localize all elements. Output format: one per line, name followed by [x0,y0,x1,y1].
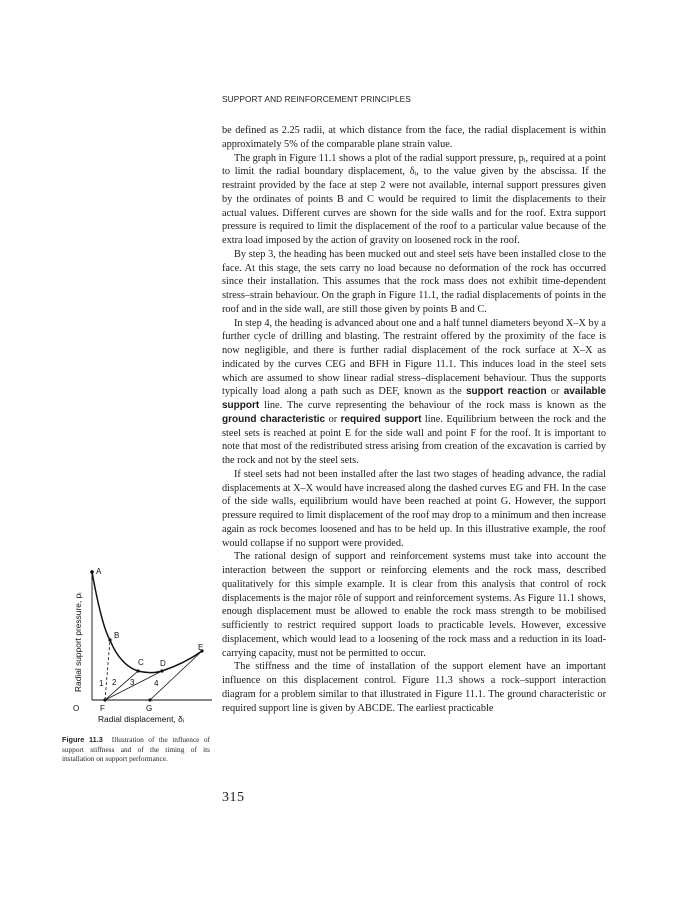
point-f-marker [103,698,106,701]
line-label-3: 3 [130,678,135,687]
paragraph: The graph in Figure 11.1 shows a plot of the radial support pressure, pᵢ, required at a point to limit the radial boundary displacement, δᵢ, to the value given by the abscissa. If the restraint provided by the face at step 2 were not available, internal support pressures given by the ordinates of points B and C would be required to limit the displacements to their actual values. Different curves are shown for the side walls and for the roof. Extra support pressure is required to limit the displacement of the roof to a particular value because of the extra load imposed by the action of gravity on loosened rock in the roof. [222,152,606,246]
point-g-marker [148,698,151,701]
x-axis-label: Radial displacement, δᵢ [98,714,185,724]
caption-text: Illustration of the influence of support stiffness and of the timing of its installation on support performance. [62,735,210,764]
point-c-marker [136,669,139,672]
paragraph: The rational design of support and reinforcement systems must take into account the interaction between the support or reinforcing elements and the rock mass, described qualitatively for this simple example. It is clear from this analysis that control of rock displacements is the major rôle of support and reinforcement systems. As Figure 11.1 shows, enough displacement must be allowed to enable the rock mass strength to be mobilised sufficiently to restrict required support loads to practicable levels. However, excessive displacement, which would lead to a loosening of the rock mass and a reduction in its load-carrying capacity, must not be permitted to occur. [222,551,606,659]
bold-term: ground characteristic [222,413,326,425]
y-axis-label: Radial support pressure, pᵢ [73,592,83,692]
paragraph: If steel sets had not been installed after the last two stages of heading advance, the radial displacements at X–X would have increased along the dashed curves EG and FH. In the case of the side walls, equilibrium would have been reached at point G. However, the support pressure required to limit displacement of the roof may drop to a minimum and then increase again as rock becomes loosened and has to be held up. In this illustrative example, the roof would collapse if no support were provided. [222,468,606,549]
support-line-4 [150,651,202,700]
bold-term: support reaction [465,386,547,398]
label-e: E [198,643,204,652]
paragraph: be defined as 2.25 radii, at which distance from the face, the radial displacement is within approximately 5% of the comparable plane strain value. [222,125,606,150]
paragraph: The stiffness and the time of installation of the support element have an important influence on this displacement control. Figure 11.3 shows a rock–support interaction diagram for a problem similar to that illustrated in Figure 11.1. The ground characteristic or required support line is given by ABCDE. The earliest practicable [222,661,606,714]
label-a: A [96,567,102,576]
interaction-diagram [62,560,222,730]
text-run: or [546,386,564,398]
text-run: line. The curve representing the behaviour of the rock mass is known as the [259,400,606,411]
label-f: F [100,704,105,713]
bold-term: required support [340,413,422,425]
support-line-1 [105,640,110,700]
label-c: C [138,658,144,667]
figure-11-3 [62,560,222,730]
text-run: or [325,413,341,425]
label-d: D [160,659,166,668]
text-run: line. Equilibrium between the rock and the steel sets is reached at point E for the side wall and point F for the roof. It is important to note that most of the redistributed stress arising from creation of the excavation is carried by the rock and not by the steel sets. [222,413,606,466]
point-a-marker [90,570,94,574]
line-label-1: 1 [99,679,104,688]
body-text [222,124,606,715]
figure-caption [62,735,210,764]
running-head: SUPPORT AND REINFORCEMENT PRINCIPLES [222,94,411,104]
line-label-4: 4 [154,679,159,688]
point-d-marker [160,669,163,672]
text-run: In step 4, the heading is advanced about one and a half tunnel diameters beyond X–X by a further cycle of drilling and blasting. The restraint offered by the proximity of the face is now negligible, and there is further radial displacement of the rock surface at X–X as indicated by the curves CEG and BFH in Figure 11.1. This induces load in the steel sets which are assumed to show linear radial stress–displacement behaviour. Thus the supports typically load along a path such as DEF, known as the [222,317,606,398]
label-b: B [114,631,120,640]
paragraph [222,317,606,468]
bold-term: available support [222,386,606,411]
line-label-2: 2 [112,678,117,687]
label-g: G [146,704,153,713]
label-o: O [73,704,80,713]
paragraph: By step 3, the heading has been mucked out and steel sets have been installed close to the face. At this stage, the sets carry no load because no deformation of the rock has occurred since their installation. This assumes that the rock mass does not exhibit time-dependent stress–strain behaviour. On the graph in Figure 11.1, the radial displacements of points in the roof and in the side wall, are still those given by points B and C. [222,248,606,315]
page-number: 315 [222,790,245,805]
point-b-marker [108,638,111,641]
caption-label: Figure 11.3 [62,735,103,744]
